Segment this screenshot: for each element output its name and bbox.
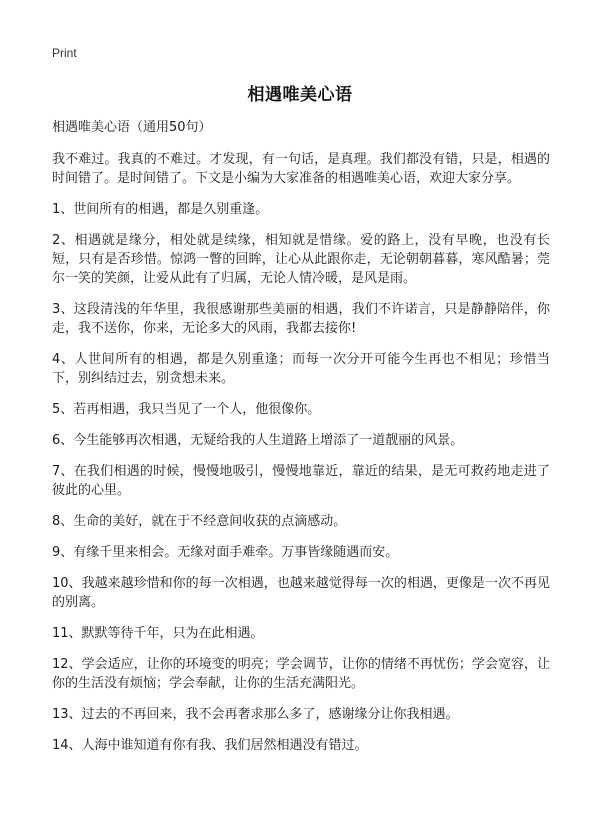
article-subtitle: 相遇唯美心语（通用50句） — [52, 120, 212, 135]
list-item: 1、世间所有的相遇，都是久别重逢。 — [52, 202, 269, 217]
list-item: 5、若再相遇，我只当见了一个人，他很像你。 — [52, 402, 321, 417]
page-title: 相遇唯美心语 — [247, 85, 353, 105]
list-item: 11、默默等待千年，只为在此相遇。 — [52, 626, 264, 641]
print-link[interactable]: Print — [52, 46, 77, 60]
list-item: 14、人海中谁知道有你有我、我们居然相遇没有错过。 — [52, 738, 368, 753]
list-item: 6、今生能够再次相遇，无疑给我的人生道路上增添了一道靓丽的风景。 — [52, 433, 464, 448]
list-item: 3、这段清浅的年华里，我很感谢那些美丽的相遇，我们不许诺言，只是静静陪伴，你走，我不送你，你来，无论多大的风雨，我都去接你! — [52, 302, 550, 336]
list-item: 8、生命的美好，就在于不经意间收获的点滴感动。 — [52, 514, 347, 529]
list-item: 7、在我们相遇的时候，慢慢地吸引，慢慢地靠近，靠近的结果，是无可救药地走进了彼此的心里。 — [52, 464, 550, 498]
list-item: 10、我越来越珍惜和你的每一次相遇，也越来越觉得每一次的相遇，更像是一次不再见的别离。 — [52, 576, 550, 610]
list-item: 13、过去的不再回来，我不会再奢求那么多了，感谢缘分让你我相遇。 — [52, 707, 459, 722]
list-item: 4、人世间所有的相遇，都是久别重逢；而每一次分开可能今生再也不相见；珍惜当下，别纠结过去，别贪想未来。 — [52, 352, 550, 386]
intro-paragraph: 我不难过。我真的不难过。才发现，有一句话，是真理。我们都没有错，只是，相遇的时间错了。是时间错了。下文是小编为大家准备的相遇唯美心语，欢迎大家分享。 — [52, 152, 550, 186]
list-item: 9、有缘千里来相会。无缘对面手难牵。万事皆缘随遇而安。 — [52, 545, 399, 560]
list-item: 2、相遇就是缘分，相处就是续缘，相知就是惜缘。爱的路上，没有早晚，也没有长短，只有是否珍惜。惊鸿一瞥的回眸，让心从此跟你走，无论朝朝暮暮，寒风酷暑；莞尔一笑的笑颜，让爱从此有了归属，无论人情冷暖，是风是雨。 — [52, 233, 550, 286]
article-body — [52, 118, 550, 767]
list-item: 12、学会适应，让你的环境变的明亮；学会调节，让你的情绪不再忧伤；学会宽容，让你的生活没有烦恼；学会奉献，让你的生活充满阳光。 — [52, 657, 550, 691]
